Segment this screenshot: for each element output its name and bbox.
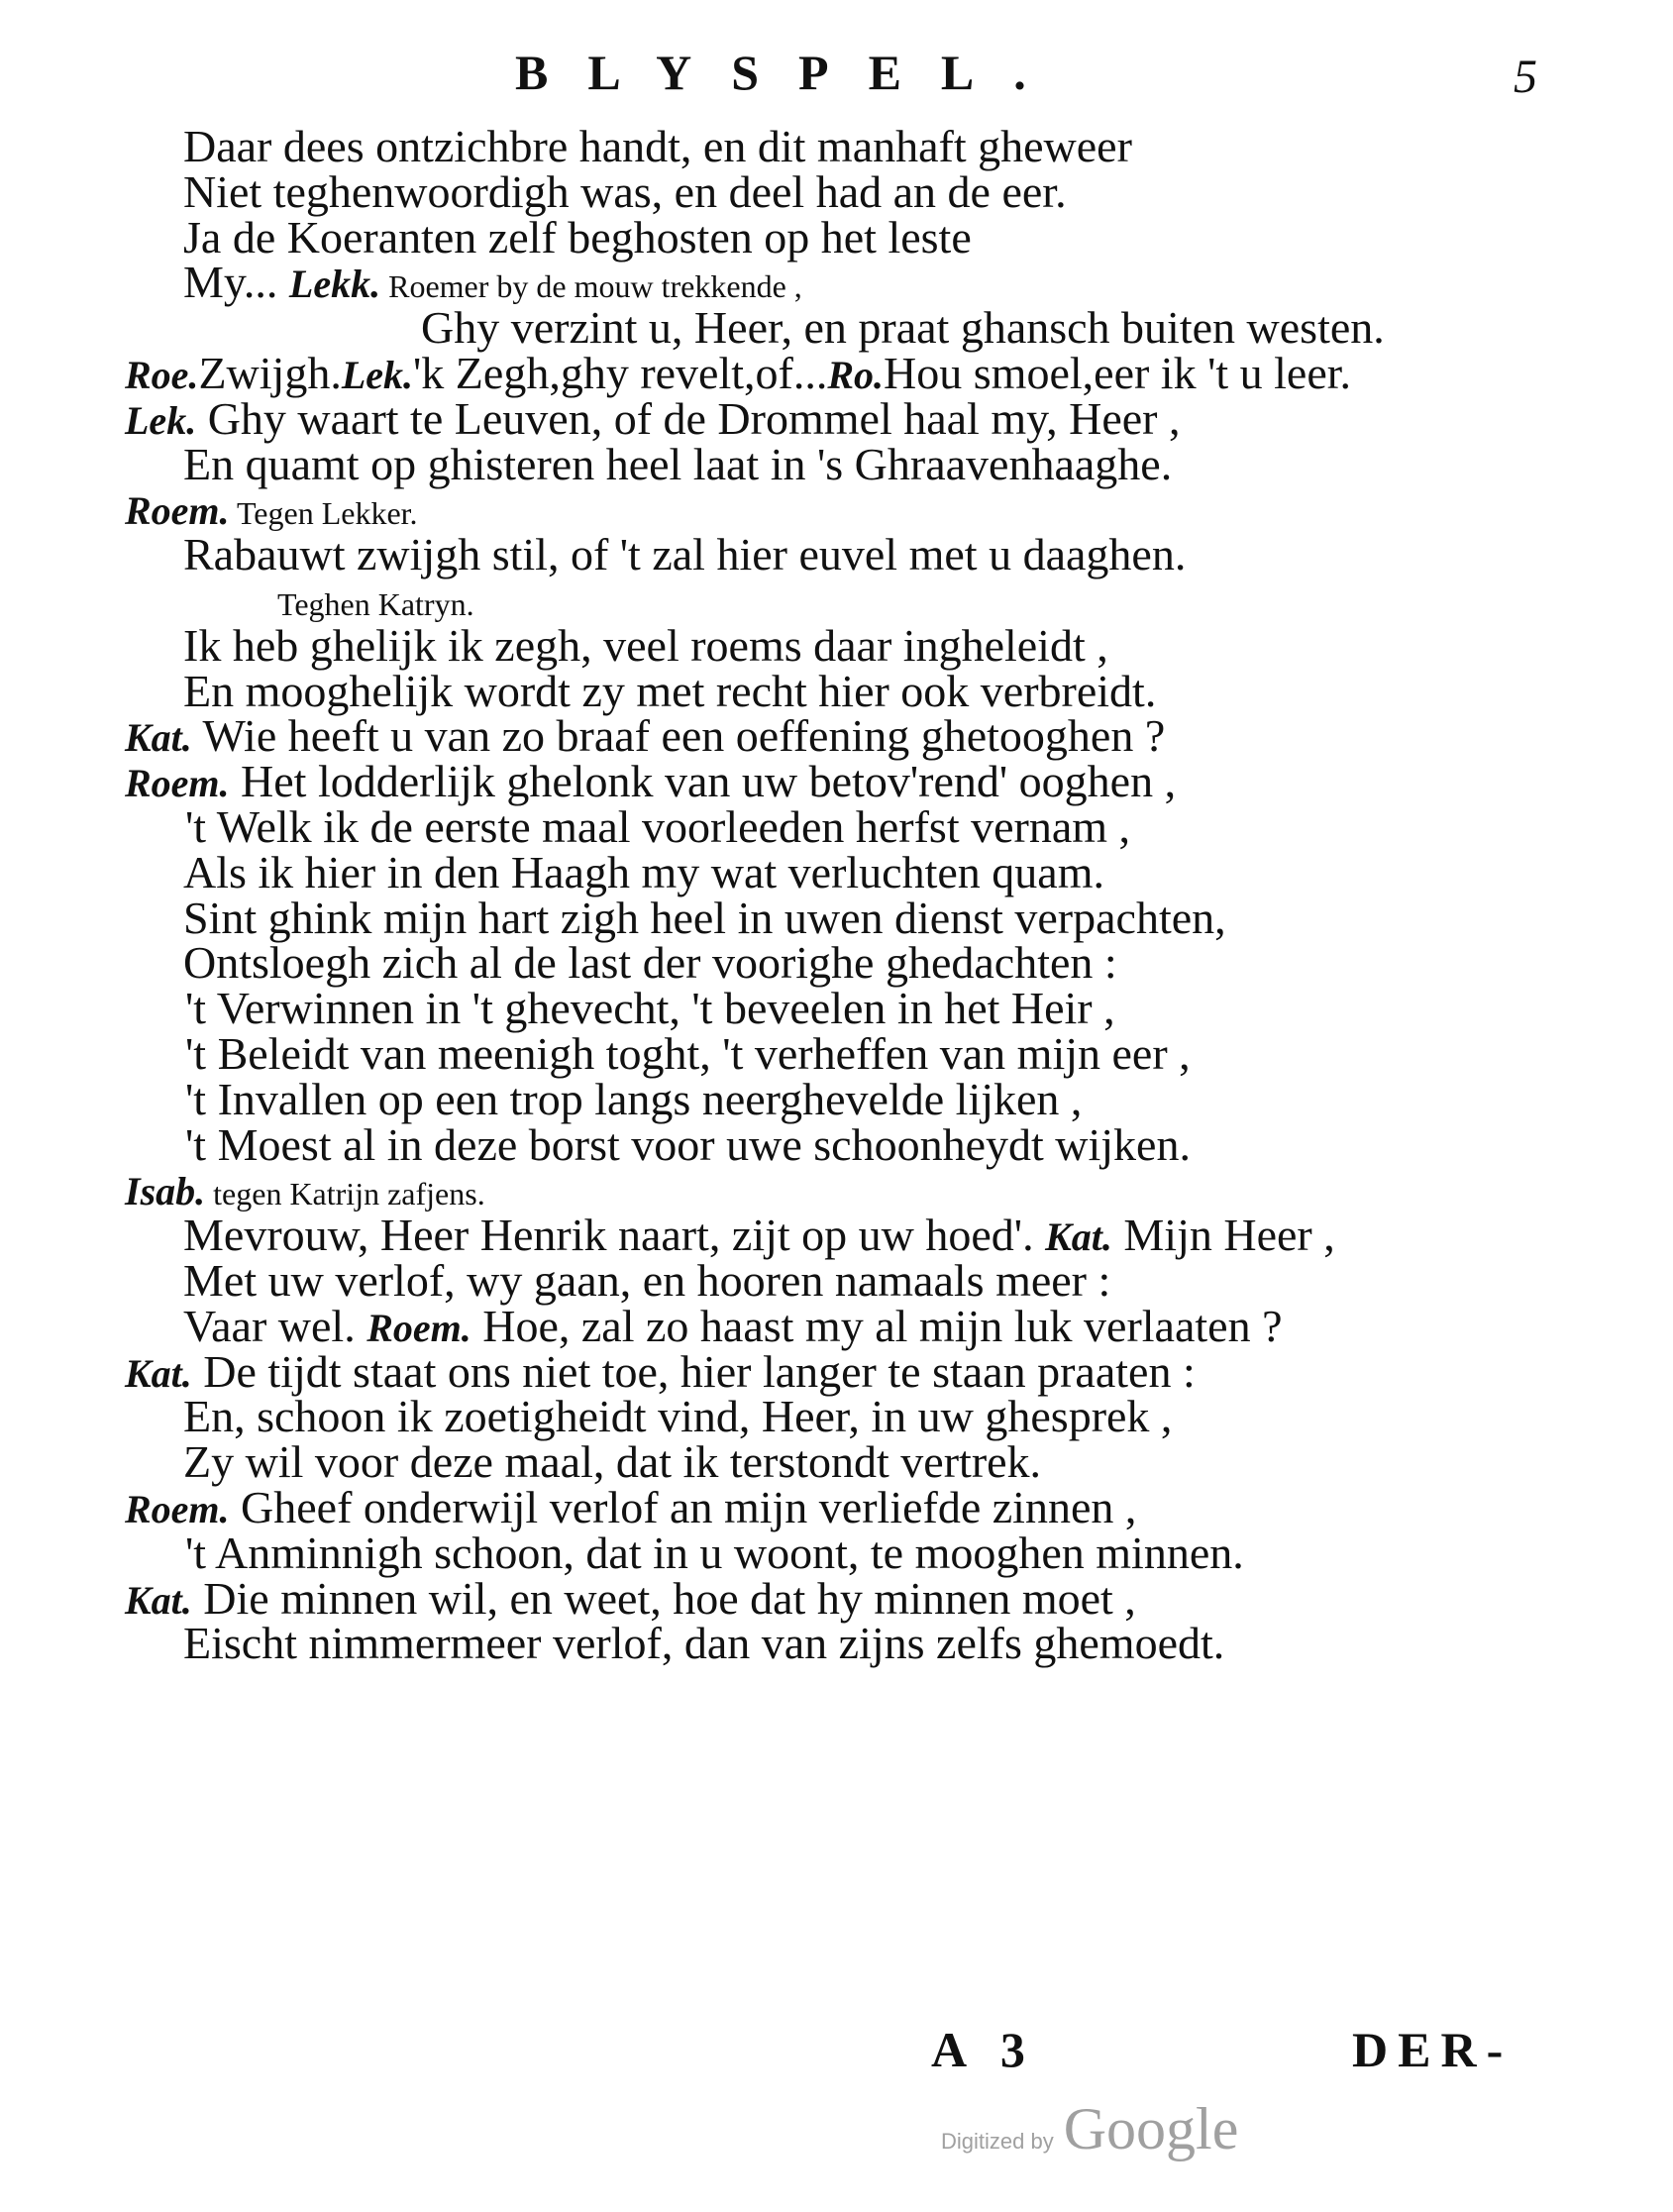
verse-text-segment: 't Beleidt van meenigh toght, 't verheffen van mijn eer , — [185, 1028, 1191, 1079]
verse-text-segment: Die minnen wil, en weet, hoe dat hy minnen moet , — [191, 1573, 1136, 1624]
verse-line — [183, 1256, 1110, 1306]
verse-text-segment: Het lodderlijk ghelonk van uw betov'rend' ooghen , — [229, 756, 1177, 806]
speaker-label: Roem. — [125, 488, 230, 533]
verse-line — [183, 440, 1172, 489]
verse-line — [125, 1347, 1196, 1397]
verse-text-segment: Hoe, zal zo haast my al mijn luk verlaaten ? — [471, 1301, 1283, 1351]
verse-line — [183, 848, 1104, 897]
verse-line — [277, 576, 474, 625]
verse-text-segment: En quamt op ghisteren heel laat in 's Ghraavenhaaghe. — [183, 439, 1173, 489]
verse-line — [183, 938, 1117, 988]
verse-line — [183, 122, 1132, 171]
verse-line — [183, 1619, 1224, 1668]
verse-line — [183, 1302, 1283, 1351]
catchword: DER- — [1352, 2022, 1514, 2077]
verse-text-segment: Wie heeft u van zo braaf een oeffening ghetooghen ? — [191, 710, 1166, 761]
verse-text-segment: En mooghelijk wordt zy met recht hier ook verbreidt. — [183, 666, 1157, 716]
verse-line — [125, 711, 1165, 761]
verse-line — [125, 484, 418, 534]
digitized-watermark — [941, 2095, 1238, 2163]
verse-text-segment: Zwijgh. — [198, 348, 342, 398]
verse-line — [185, 1075, 1082, 1124]
verse-line — [185, 802, 1130, 852]
verse-text-segment: Ghy verzint u, Heer, en praat ghansch buiten westen. — [421, 302, 1385, 353]
digitized-label: Digitized by — [941, 2129, 1054, 2154]
verse-line — [421, 303, 1385, 353]
verse-line — [125, 394, 1181, 444]
verse-line — [125, 1165, 485, 1214]
verse-text-segment: Sint ghink mijn hart zigh heel in uwen dienst verpachten, — [183, 893, 1226, 943]
verse-text-segment: Ontsloegh zich al de last der voorighe ghedachten : — [183, 937, 1117, 988]
verse-line — [185, 1528, 1244, 1578]
running-title: BLYSPEL. — [515, 45, 1066, 100]
speaker-label: Roe. — [125, 353, 199, 397]
speaker-label: Roem. — [125, 1487, 230, 1531]
verse-line — [183, 1392, 1172, 1441]
verse-line — [183, 621, 1108, 671]
verse-text-segment: Mijn Heer , — [1111, 1210, 1335, 1260]
verse-line — [183, 1211, 1335, 1260]
verse-text-segment: Mevrouw, Heer Henrik naart, zijt op uw hoed'. — [183, 1210, 1046, 1260]
verse-line — [185, 984, 1115, 1033]
verse-text-segment: 't Moest al in deze borst voor uwe schoonheydt wijken. — [185, 1119, 1191, 1170]
speaker-label: Kat. — [1045, 1214, 1112, 1259]
speaker-label: Ro. — [827, 353, 885, 397]
page-header — [0, 40, 1673, 109]
stage-direction: Roemer by de mouw trekkende , — [380, 268, 802, 304]
speaker-label: Kat. — [125, 715, 192, 760]
verse-text-segment: Ik heb ghelijk ik zegh, veel roems daar ingheleidt , — [183, 620, 1108, 671]
google-logo: Google — [1063, 2096, 1239, 2161]
speaker-label: Lek. — [341, 353, 414, 397]
signature-mark: A 3 — [931, 2022, 1037, 2077]
verse-text-segment: Ja de Koeranten zelf beghosten op het leste — [183, 212, 972, 263]
speaker-label: Roem. — [366, 1306, 471, 1350]
verse-text-segment: Niet teghenwoordigh was, en deel had an de eer. — [183, 166, 1067, 217]
verse-text-segment: 't Verwinnen in 't ghevecht, 't beveelen in het Heir , — [185, 983, 1115, 1033]
verse-line — [125, 349, 1351, 398]
speaker-label: Lek. — [125, 398, 197, 443]
verse-text-segment: Met uw verlof, wy gaan, en hooren namaals meer : — [183, 1255, 1111, 1306]
verse-text-segment: My... — [183, 257, 289, 307]
verse-text-segment: 'k Zegh,ghy revelt,of... — [413, 348, 828, 398]
verse-line — [183, 167, 1067, 217]
verse-line — [183, 1437, 1041, 1487]
speaker-label: Roem. — [125, 761, 230, 805]
verse-line — [183, 213, 972, 263]
verse-line — [185, 1120, 1191, 1170]
verse-text-segment: Als ik hier in den Haagh my wat verluchten quam. — [183, 847, 1104, 897]
verse-text-segment: Hou smoel,eer ik 't u leer. — [884, 348, 1352, 398]
verse-text-segment: 't Welk ik de eerste maal voorleeden herfst vernam , — [185, 801, 1131, 852]
page-number: 5 — [1514, 51, 1537, 103]
verse-text-segment: Vaar wel. — [183, 1301, 367, 1351]
verse-line — [125, 757, 1176, 806]
speaker-label: Kat. — [125, 1351, 192, 1396]
speaker-label: Kat. — [125, 1578, 192, 1623]
verse-text-segment: 't Invallen op een trop langs neerghevelde lijken , — [185, 1074, 1083, 1124]
verse-text-segment: Daar dees ontzichbre handt, en dit manhaft gheweer — [183, 121, 1132, 171]
verse-line — [125, 1483, 1136, 1532]
verse-line — [183, 258, 802, 307]
verse-text-segment: Eischt nimmermeer verlof, dan van zijns zelfs ghemoedt. — [183, 1618, 1225, 1668]
stage-direction: Tegen Lekker. — [229, 495, 418, 531]
speaker-label: Lekk. — [288, 262, 381, 306]
stage-direction: tegen Katrijn zafjens. — [205, 1176, 485, 1211]
verse-line — [183, 530, 1186, 579]
speaker-label: Isab. — [125, 1169, 206, 1213]
verse-text-segment: 't Anminnigh schoon, dat in u woont, te mooghen minnen. — [185, 1527, 1244, 1578]
verse-line — [185, 1029, 1191, 1079]
stage-direction: Teghen Katryn. — [277, 586, 474, 622]
verse-text-segment: Zy wil voor deze maal, dat ik terstondt vertrek. — [183, 1436, 1042, 1487]
verse-line — [183, 667, 1156, 716]
verse-text-segment: Gheef onderwijl verlof an mijn verliefde zinnen , — [229, 1482, 1137, 1532]
verse-text-segment: Ghy waart te Leuven, of de Drommel haal my, Heer , — [196, 393, 1181, 444]
verse-text-segment: Rabauwt zwijgh stil, of 't zal hier euvel met u daaghen. — [183, 529, 1187, 579]
verse-line — [183, 894, 1226, 943]
verse-text-segment: En, schoon ik zoetigheidt vind, Heer, in uw ghesprek , — [183, 1391, 1173, 1441]
verse-text-segment: De tijdt staat ons niet toe, hier langer te staan praaten : — [191, 1346, 1196, 1397]
verse-line — [125, 1574, 1136, 1624]
